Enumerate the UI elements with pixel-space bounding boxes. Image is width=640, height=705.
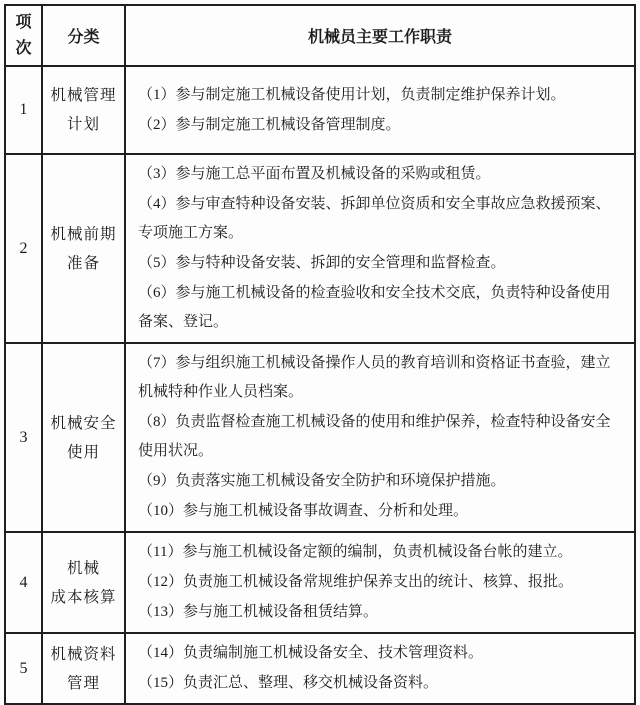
row-category [42,154,125,343]
duty-item: （10）参与施工机械设备事故调查、分析和处理。 [138,503,469,519]
duty-item: （9）负责落实施工机械设备安全防护和环境保护措施。 [138,473,506,489]
row-duties [125,154,635,343]
row-category [42,532,125,633]
row-index: 5 [5,633,42,704]
table-row [5,532,635,633]
duty-item: （1）参与制定施工机械设备使用计划，负责制定维护保养计划。 [138,86,566,103]
duties-table [4,4,636,705]
row-index: 2 [5,154,42,343]
table-row [5,154,635,343]
duty-item: （14）负责编制施工机械设备安全、技术管理资料。 [138,645,484,661]
duty-item: （3）参与施工总平面布置及机械设备的采购或租赁。 [138,166,491,182]
row-index: 1 [5,66,42,154]
header-duties: 机械员主要工作职责 [125,5,635,66]
header-index-line-1: 项 [15,13,32,31]
row-index: 3 [5,343,42,532]
row-duties [125,633,635,704]
row-category [42,343,125,532]
header-index [5,5,42,66]
category-line: 机械资料 [50,645,117,663]
header-row [5,5,635,66]
duty-item: （7）参与组织施工机械设备操作人员的教育培训和资格证书查验，建立机械特种作业人员档案。 [138,355,611,400]
category-line: 成本核算 [50,588,117,606]
category-line: 机械管理 [50,87,117,104]
duty-item: （11）参与施工机械设备定额的编制，负责机械设备台帐的建立。 [138,544,573,560]
row-duties [125,343,635,532]
table-header [5,5,635,66]
header-index-line-2: 次 [15,39,32,57]
table-row [5,343,635,532]
row-category [42,633,125,704]
row-duties [125,532,635,633]
duty-item: （5）参与特种设备安装、拆卸的安全管理和监督检查。 [138,255,506,271]
duty-item: （2）参与制定施工机械设备管理制度。 [138,116,401,133]
duty-item: （12）负责施工机械设备常规维护保养支出的统计、核算、报批。 [138,574,574,590]
row-index: 4 [5,532,42,633]
category-line: 准备 [66,254,100,272]
duty-item: （8）负责监督检查施工机械设备的使用和维护保养，检查特种设备安全使用状况。 [138,414,611,459]
category-line: 管理 [66,674,100,692]
table-row [5,633,635,704]
header-category: 分类 [42,5,125,66]
row-category [42,66,125,154]
duty-item: （13）参与施工机械设备租赁结算。 [138,604,379,620]
category-line: 使用 [66,443,100,461]
category-line: 机械安全 [50,414,117,432]
table-row [5,66,635,154]
duty-item: （6）参与施工机械设备的检查验收和安全技术交底，负责特种设备使用备案、登记。 [138,285,611,330]
category-line: 计划 [66,116,100,133]
duty-item: （15）负责汇总、整理、移交机械设备资料。 [138,675,439,691]
row-duties [125,66,635,154]
duty-item: （4）参与审查特种设备安装、拆卸单位资质和安全事故应急救援预案、专项施工方案。 [138,196,611,241]
category-line: 机械 [66,559,100,577]
table-body [5,66,635,704]
category-line: 机械前期 [50,225,117,243]
